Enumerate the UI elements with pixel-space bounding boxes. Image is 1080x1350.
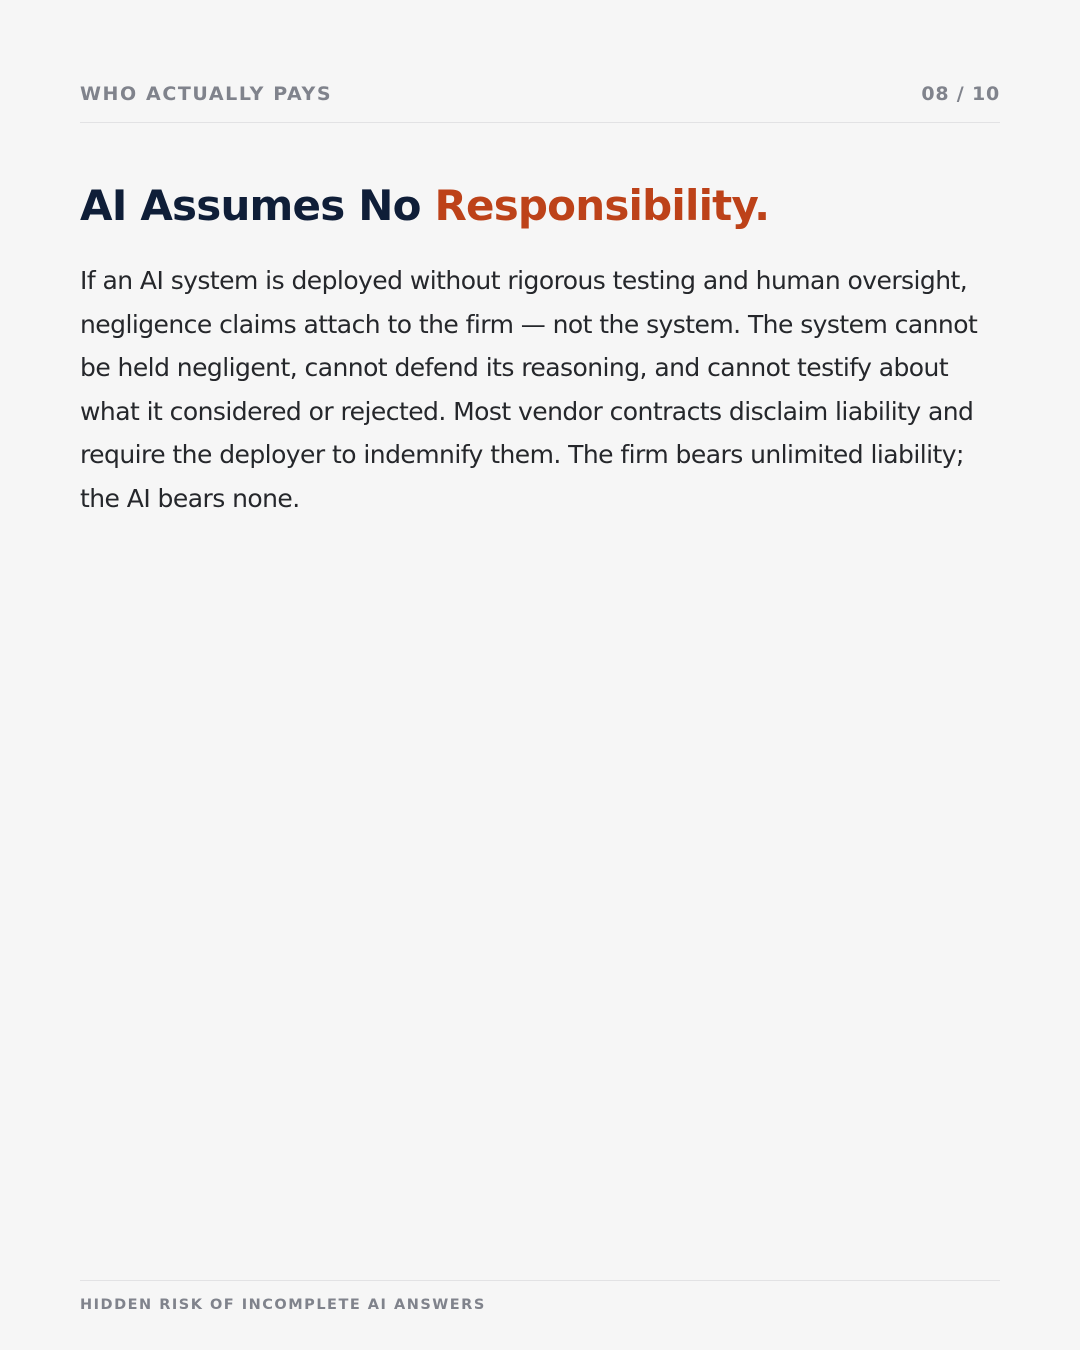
footer-divider xyxy=(80,1280,1000,1281)
title-main: AI Assumes No xyxy=(80,181,435,230)
slide-title xyxy=(80,176,1000,236)
page-counter: 08 / 10 xyxy=(921,83,1000,105)
header-divider xyxy=(80,122,1000,123)
body-paragraph: If an AI system is deployed without rigorous testing and human oversight, negligence claims attach to the firm — not the system. The system cannot be held negligent, cannot defend its reasoning, and cannot testify about what it considered or rejected. Most vendor contracts disclaim liability and require the deployer to indemnify them. The firm bears unlimited liability; the AI bears none. xyxy=(80,266,978,513)
slide xyxy=(80,0,1000,1350)
footer-label: HIDDEN RISK OF INCOMPLETE AI ANSWERS xyxy=(80,1297,486,1313)
section-label: WHO ACTUALLY PAYS xyxy=(80,83,333,105)
title-accent: Responsibility. xyxy=(434,181,770,230)
header xyxy=(80,80,1000,108)
